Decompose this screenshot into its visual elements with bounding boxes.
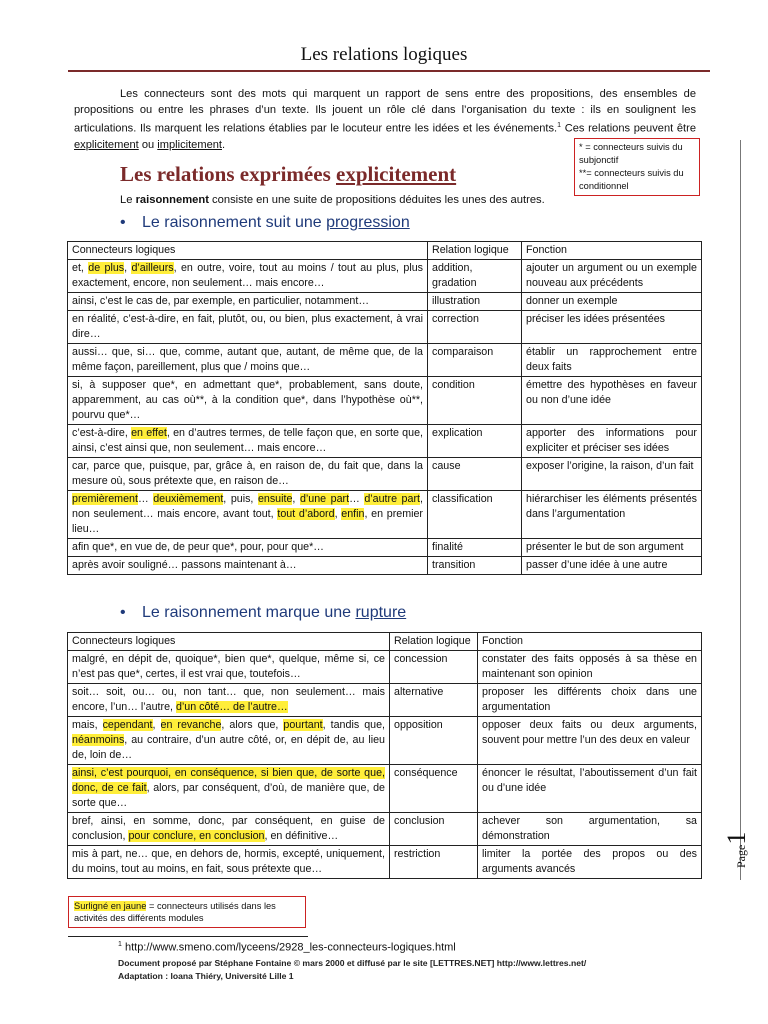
fonction-cell: établir un rapprochement entre deux faits [522,344,702,377]
connector-text: mis à part, ne… que, en dehors de, hormis, excepté, uniquement, du moins, tout au moins, en fait, sous prétexte que… [72,848,385,875]
highlight-note [68,896,306,928]
relation-cell: illustration [428,293,522,311]
bullet-rupture-keyword: rupture [355,604,407,621]
highlighted-connector: d’ailleurs [131,262,174,274]
intro-end: . [222,138,226,151]
credit [118,957,586,983]
header-connecteurs: Connecteurs logiques [68,242,428,260]
bullet-rupture [120,604,406,622]
highlighted-connector: d’autre part [364,493,420,505]
fonction-cell: exposer l’origine, la raison, d’un fait [522,458,702,491]
connector-text: ainsi, c’est le cas de, par exemple, en particulier, notamment… [72,295,370,307]
table-row [68,491,702,539]
credit-line-1: Document proposé par Stéphane Fontaine © mars 2000 et diffusé par le site [LETTRES.NET] http://www.lettres.net/ [118,958,587,968]
intro-text-2: Ces relations peuvent être [561,122,696,135]
intro-implicit: implicitement [157,138,222,151]
table-row [68,260,702,293]
highlighted-connector: pour conclure, en conclusion [128,830,265,842]
section-title-keyword: explicitement [336,162,457,186]
highlighted-connector: enfin [341,508,365,520]
connector-text: , alors, par conséquent, d’où, de manière que, de sorte que… [72,782,385,809]
connector-text: bref, ainsi, en somme, donc, par conséquent, en guise de conclusion, [72,815,385,842]
footnote [118,941,456,954]
connector-text: , [152,719,161,731]
fonction-cell: limiter la portée des propos ou des arguments avancés [478,846,702,879]
page-margin-line [740,140,741,880]
connector-text: en réalité, c’est-à-dire, en fait, plutôt, ou, ou bien, plus exactement, à vrai dire… [72,313,423,340]
connecteurs-cell [68,458,428,491]
connector-text: , puis, [223,493,258,505]
table-header-row [68,633,702,651]
connector-text: après avoir souligné… passons maintenant à… [72,559,297,571]
connecteurs-cell [68,260,428,293]
fonction-cell: passer d’une idée à une autre [522,557,702,575]
highlighted-connector: en effet [131,427,167,439]
table-row [68,846,702,879]
header-fonction: Fonction [522,242,702,260]
page-title: Les relations logiques [300,44,468,65]
connector-text: , au contraire, d’un autre côté, or, en dépit de, au lieu de, loin de… [72,734,385,761]
bullet-progression-keyword: progression [326,214,410,231]
connector-text: , tandis que, [322,719,385,731]
bullet-dot: • [120,214,126,231]
connecteurs-cell [68,377,428,425]
fonction-cell: émettre des hypothèses en faveur ou non d’une idée [522,377,702,425]
connecteurs-cell [68,651,390,684]
fonction-cell: constater des faits opposés à sa thèse en maintenant son opinion [478,651,702,684]
connecteurs-cell [68,293,428,311]
footnote-ref[interactable]: 1 [557,122,562,129]
relation-cell: explication [428,425,522,458]
connecteurs-cell [68,491,428,539]
relation-cell: conséquence [390,765,478,813]
connector-text: si, à supposer que*, en admettant que*, probablement, sans doute, apparemment, au cas où**, à la condition que*, dans l’hypothèse où**, pourvu que*… [72,379,423,421]
highlight-note-label: Surligné en jaune [74,901,147,911]
connector-text: aussi… que, si… que, comme, autant que, autant, de même que, de la même façon, pareillement, plus que / moins que… [72,346,423,373]
page-label: Page [734,844,748,868]
relation-cell: transition [428,557,522,575]
table-row [68,765,702,813]
connecteurs-cell [68,717,390,765]
section-title-text: Les relations exprimées [120,162,336,186]
table-row [68,344,702,377]
connector-text: soit… soit, ou… ou, non tant… que, non seulement… mais encore, l’un… l’autre, [72,686,385,713]
highlighted-connector: tout d’abord [277,508,335,520]
relation-cell: conclusion [390,813,478,846]
relation-cell: addition, gradation [428,260,522,293]
table-row [68,717,702,765]
table-row [68,557,702,575]
connecteurs-cell [68,684,390,717]
header-relation: Relation logique [390,633,478,651]
connector-text: … [137,493,154,505]
intro-explicit: explicitement [74,138,139,151]
definition-pre: Le [120,194,136,206]
table-header-row [68,242,702,260]
highlighted-connector: pourtant [283,719,323,731]
table-row [68,813,702,846]
connecteurs-cell [68,846,390,879]
connector-text: malgré, en dépit de, quoique*, bien que*, quelque, même si, ce n’est pas que*, certes, il est vrai que, toutefois… [72,653,385,680]
connector-text: , en définitive… [264,830,339,842]
connecteurs-cell [68,539,428,557]
footnote-link[interactable]: http://www.smeno.com/lyceens/2928_les-connecteurs-logiques.html [121,941,456,954]
header-connecteurs: Connecteurs logiques [68,633,390,651]
bullet-progression-text: Le raisonnement suit une [142,214,327,231]
relation-cell: condition [428,377,522,425]
intro-text: Les connecteurs sont des mots qui marquent un rapport de sens entre des propositions, des ensembles de propositions ou entre les phrases d’un texte. Ils jouent un rôle clé dans l’organisation du texte : ils en soulignent les articulations. Ils marquent les relations établies par le locuteur entre les idées et les événements. [74,88,696,135]
relation-cell: alternative [390,684,478,717]
relation-cell: concession [390,651,478,684]
fonction-cell: donner un exemple [522,293,702,311]
fonction-cell: hiérarchiser les éléments présentés dans l’argumentation [522,491,702,539]
fonction-cell: présenter le but de son argument [522,539,702,557]
definition-term: raisonnement [135,194,209,206]
highlighted-connector: néanmoins [72,734,125,746]
table-row [68,651,702,684]
credit-line-2: Adaptation : Ioana Thiéry, Université Lille 1 [118,971,294,981]
table-row [68,425,702,458]
connecteurs-cell [68,425,428,458]
highlighted-connector: ensuite [257,493,293,505]
legend-box [574,138,700,196]
fonction-cell: opposer deux faits ou deux arguments, souvent pour mettre l’un des deux en valeur [478,717,702,765]
connector-text: afin que*, en vue de, de peur que*, pour, pour que*… [72,541,324,553]
connecteurs-cell [68,311,428,344]
connector-text: , en outre, voire, tout au moins / tout au plus, plus exactement, encore, non seulement… mais encore… [72,262,423,289]
page-number [722,832,752,868]
legend-conditional: **= connecteurs suivis du conditionnel [579,168,684,191]
fonction-cell: ajouter un argument ou un exemple nouveau aux précédents [522,260,702,293]
definition [120,194,545,206]
relation-cell: correction [428,311,522,344]
bullet-rupture-text: Le raisonnement marque une [142,604,356,621]
highlighted-connector: deuxièmement [153,493,224,505]
page-number-value: 1 [722,831,751,845]
relation-cell: finalité [428,539,522,557]
connector-text: , non seulement… mais encore, avant tout, [72,493,423,520]
legend-subjunctive: * = connecteurs suivis du subjonctif [579,142,683,165]
definition-post: consiste en une suite de propositions déduites les unes des autres. [208,194,545,206]
relation-cell: restriction [390,846,478,879]
intro-or: ou [138,138,158,151]
header-relation: Relation logique [428,242,522,260]
header-fonction: Fonction [478,633,702,651]
table-row [68,293,702,311]
relation-cell: classification [428,491,522,539]
table-row [68,684,702,717]
fonction-cell: préciser les idées présentées [522,311,702,344]
table-row [68,539,702,557]
connecteurs-cell [68,557,428,575]
fonction-cell: proposer les différents choix dans une argumentation [478,684,702,717]
fonction-cell: apporter des informations pour expliciter et préciser ses idées [522,425,702,458]
highlighted-connector: d’un côté… de l’autre… [175,701,288,713]
table-row [68,377,702,425]
connecteurs-cell [68,765,390,813]
highlight-note-text: = connecteurs utilisés dans les activités des différents modules [74,901,276,923]
progression-table [67,241,702,575]
title-divider [68,70,710,72]
connector-text: car, parce que, puisque, par, grâce à, en raison de, du fait que, dans la mesure où, sous prétexte que, en raison de… [72,460,423,487]
highlighted-connector: cependant [102,719,153,731]
connecteurs-cell [68,344,428,377]
highlighted-connector: premièrement [72,493,138,505]
connector-text: mais, [72,719,103,731]
connecteurs-cell [68,813,390,846]
connector-text: , alors que, [221,719,284,731]
connector-text: , en d’autres termes, de telle façon que, en sorte que, ainsi, c’est ainsi que, non seulement… mais encore… [72,427,423,454]
fonction-cell: énoncer le résultat, l’aboutissement d’un fait ou d’une idée [478,765,702,813]
relation-cell: comparaison [428,344,522,377]
footnote-divider [68,936,308,937]
connector-text: … [349,493,365,505]
connector-text: et, [72,262,89,274]
highlighted-connector: d’une part [299,493,350,505]
connector-text: , en premier lieu… [72,508,423,535]
connector-text: , [334,508,342,520]
highlighted-connector: de plus [88,262,125,274]
relation-cell: opposition [390,717,478,765]
connector-text: c’est-à-dire, [72,427,132,439]
highlighted-connector: ainsi, c’est pourquoi, en conséquence, si bien que, de sorte que, donc, de ce fait [72,767,385,794]
bullet-progression [120,214,410,232]
highlighted-connector: en revanche [160,719,222,731]
fonction-cell: achever son argumentation, sa démonstration [478,813,702,846]
bullet-dot: • [120,604,126,621]
table-row [68,458,702,491]
footnote-number: 1 [118,941,122,948]
relation-cell: cause [428,458,522,491]
connector-text: , [292,493,300,505]
table-row [68,311,702,344]
section-title [120,162,456,187]
connector-text: , [124,262,132,274]
rupture-table [67,632,702,879]
